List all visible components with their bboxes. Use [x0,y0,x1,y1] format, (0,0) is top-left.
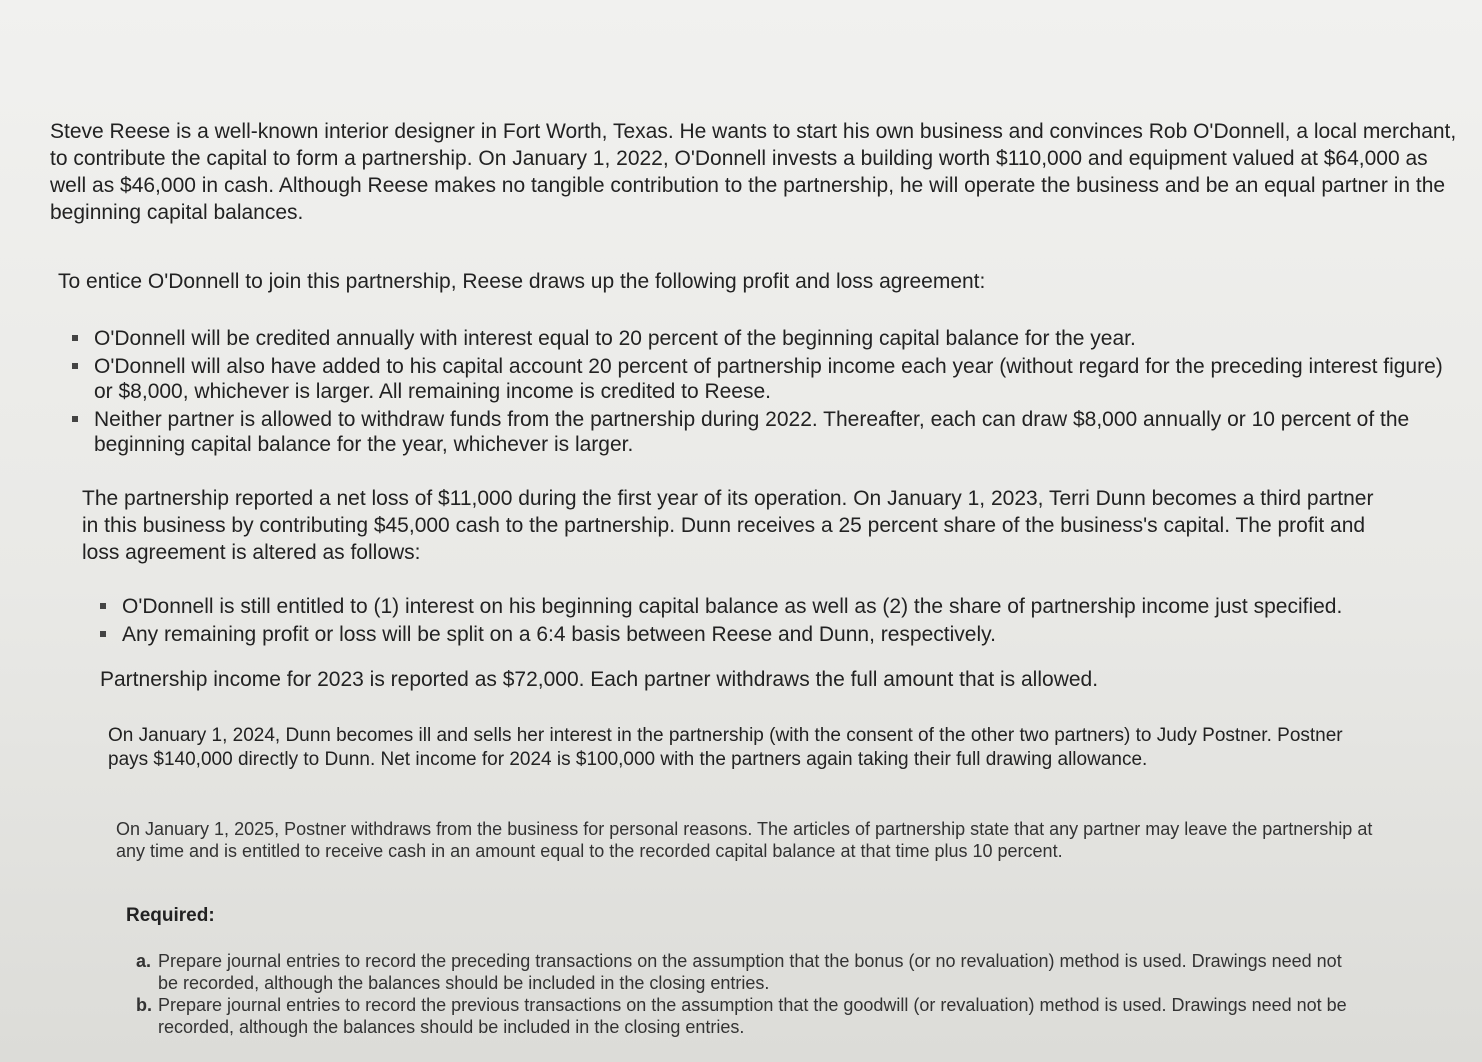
dunn-2024-paragraph: On January 1, 2024, Dunn becomes ill and sells her interest in the partnership (with the consent of the other two partners) to Judy Postner. Postner pays $140,000 directly to Dunn. Net income for 2024 is $100,000 with the partners again taking their full drawing allowance. [108,725,1343,770]
bullet-icon [72,335,78,341]
agreement-intro: To entice O'Donnell to join this partnership, Reese draws up the following profit and loss agreement: [58,270,986,293]
required-list [136,950,1356,1038]
altered-agreement-list [92,594,1402,647]
list-item: Any remaining profit or loss will be split on a 6:4 basis between Reese and Dunn, respectively. [92,622,1402,647]
list-item: a. Prepare journal entries to record the preceding transactions on the assumption that the bonus (or no revaluation) method is used. Drawings need not be recorded, although the balances should be included in the closing entries. [136,951,1342,993]
list-item: b. Prepare journal entries to record the previous transactions on the assumption that the goodwill (or revaluation) method is used. Drawings need not be recorded, although the balances should be included in the closing entries. [136,995,1347,1037]
list-item: O'Donnell is still entitled to (1) interest on his beginning capital balance as well as (2) the share of partnership income just specified. [92,594,1402,619]
list-item: O'Donnell will be credited annually with interest equal to 20 percent of the beginning capital balance for the year. [64,326,1444,351]
bullet-icon [100,631,106,637]
list-item: O'Donnell will also have added to his capital account 20 percent of partnership income each year (without regard for the preceding interest figure) or $8,000, whichever is larger. All remaining income is credited to Reese. [64,354,1444,404]
loss-paragraph: The partnership reported a net loss of $11,000 during the first year of its operation. On January 1, 2023, Terri Dunn becomes a third partner in this business by contributing $45,000 cash to the partnership. Dunn receives a 25 percent share of the business's capital. The profit and loss agreement is altered as follows: [82,487,1374,564]
bullet-icon [72,416,78,422]
postner-2025-paragraph: On January 1, 2025, Postner withdraws from the business for personal reasons. The articles of partnership state that any partner may leave the partnership at any time and is entitled to receive cash in an amount equal to the recorded capital balance at that time plus 10 percent. [116,819,1373,861]
income-2023-paragraph: Partnership income for 2023 is reported as $72,000. Each partner withdraws the full amount that is allowed. [100,668,1099,691]
list-item: Neither partner is allowed to withdraw funds from the partnership during 2022. Thereafter, each can draw $8,000 annually or 10 percent of the beginning capital balance for the year, whichever is larger. [64,407,1444,457]
intro-paragraph: Steve Reese is a well-known interior designer in Fort Worth, Texas. He wants to start his own business and convinces Rob O'Donnell, a local merchant, to contribute the capital to form a partnership. On January 1, 2022, O'Donnell invests a building worth $110,000 and equipment valued at $64,000 as well as $46,000 in cash. Although Reese makes no tangible contribution to the partnership, he will operate the business and be an equal partner in the beginning capital balances. [50,120,1457,224]
bullet-icon [72,363,78,369]
required-label: Required: [126,905,215,926]
agreement-list [64,326,1444,457]
bullet-icon [100,603,106,609]
